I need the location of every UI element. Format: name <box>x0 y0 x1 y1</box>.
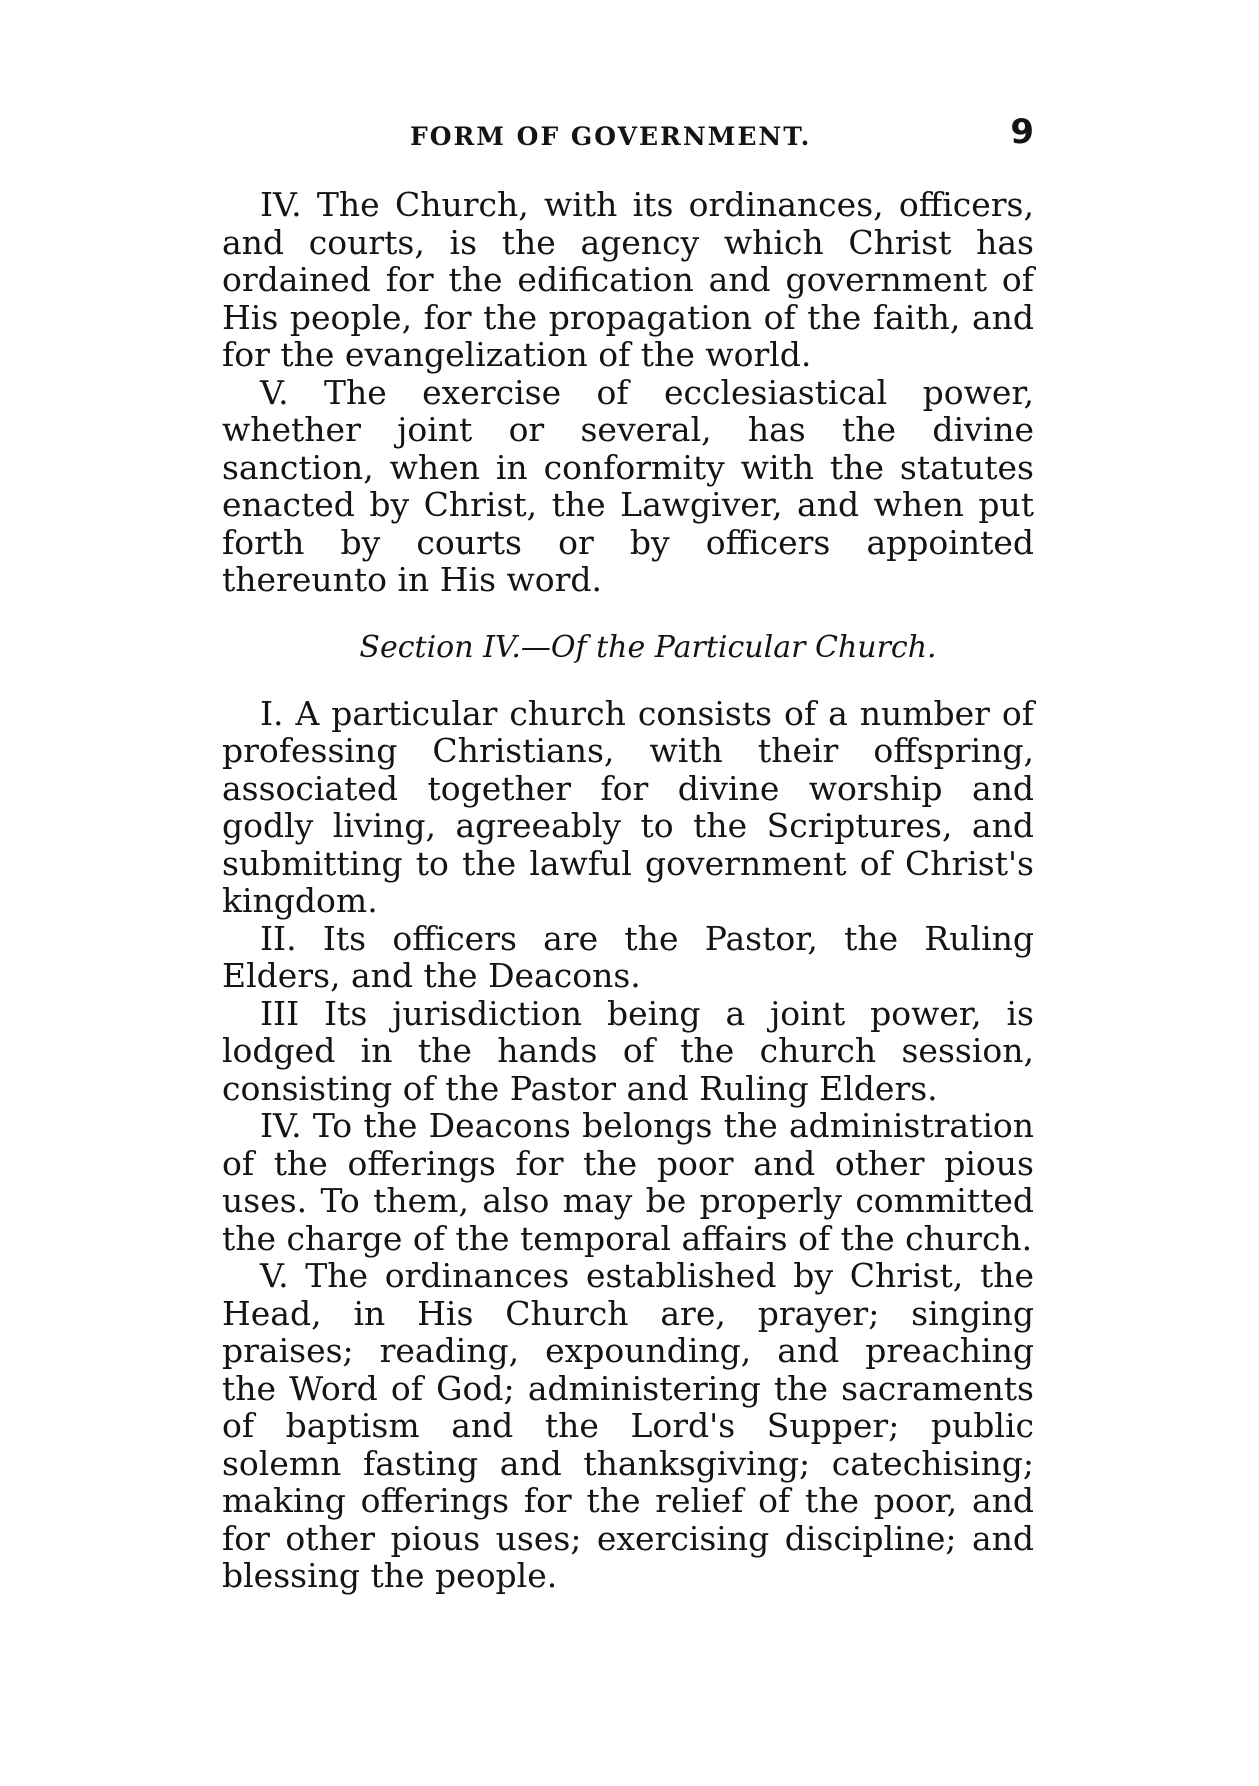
running-title: FORM OF GOVERNMENT. <box>410 122 812 151</box>
paragraph-ordinances: V. The ordinances established by Christ, the Head, in His Church are, prayer; singing praises; reading, expounding, and preaching the Word of God; administering the sacraments of baptism and the Lord's Supper; public solemn fasting and thanksgiving; catechising; making offerings for the relief of the poor, and for other pious uses; exercising discipline; and blessing the people. <box>222 1256 1034 1595</box>
paragraph-church-agency: IV. The Church, with its ordinances, officers, and courts, is the agency which Christ has ordained for the edification and government of His people, for the propagation of the faith, and for the evangelization of the world. <box>222 185 1034 374</box>
section-heading: Section IV.—Of the Particular Church. <box>359 629 937 665</box>
book-page <box>222 112 1034 1595</box>
running-head <box>222 112 1034 162</box>
paragraph-jurisdiction: III Its jurisdiction being a joint power, is lodged in the hands of the church session, consisting of the Pastor and Ruling Elders. <box>222 993 1034 1108</box>
paragraph-deacons: IV. To the Deacons belongs the administration of the offerings for the poor and other pious uses. To them, also may be properly committed the charge of the temporal affairs of the church. <box>222 1106 1034 1258</box>
paragraph-ecclesiastical-power: V. The exercise of ecclesiastical power, whether joint or several, has the divine sanction, when in conformity with the statutes enacted by Christ, the Lawgiver, and when put forth by courts or by officers appointed thereunto in His word. <box>222 372 1034 599</box>
page-number: 9 <box>1010 112 1034 152</box>
paragraph-officers: II. Its officers are the Pastor, the Ruling Elders, and the Deacons. <box>222 918 1034 995</box>
section-iii-continued <box>222 186 1034 599</box>
section-iv-body <box>222 695 1034 1595</box>
paragraph-particular-church: I. A particular church consists of a number of professing Christians, with their offspring, associated together for divine worship and godly living, agreeably to the Scriptures, and submitting to the lawful government of Christ's kingdom. <box>222 693 1034 920</box>
